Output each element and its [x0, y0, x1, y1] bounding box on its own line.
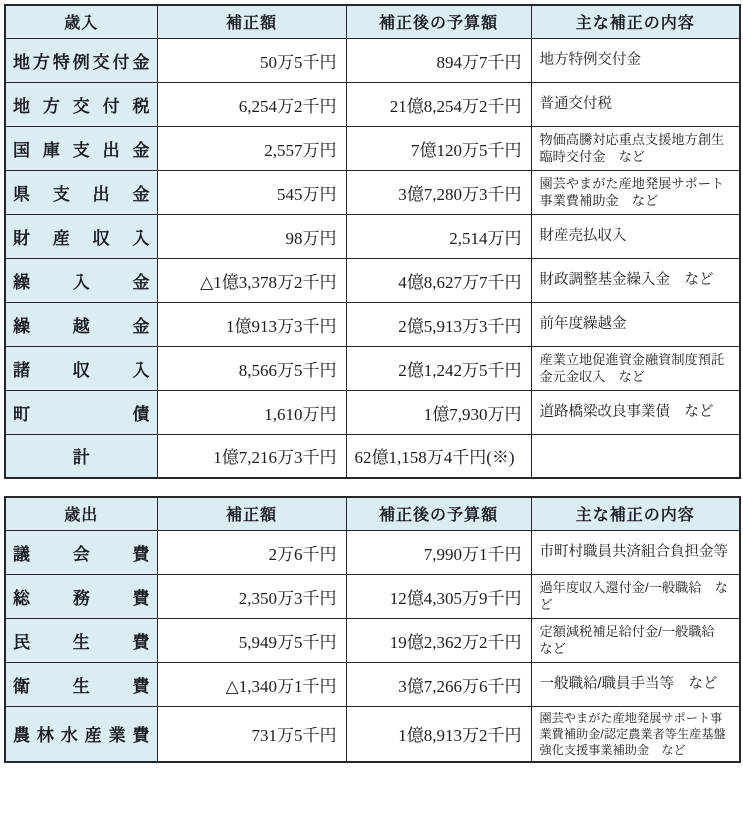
- expenditure-table-header: [5, 497, 740, 530]
- revision-details-cell: 財政調整基金繰入金 など: [531, 258, 740, 302]
- post-revision-budget-cell: 4億8,627万7千円: [346, 258, 531, 302]
- revision-amount-cell: 545万円: [157, 170, 346, 214]
- post-revision-budget-cell: 894万7千円: [346, 38, 531, 82]
- table-row: [5, 662, 740, 706]
- table-row: [5, 530, 740, 574]
- header-row: [5, 5, 740, 38]
- revision-amount-cell: △1,340万1千円: [157, 662, 346, 706]
- revision-details-cell: 物価高騰対応重点支援地方創生臨時交付金 など: [531, 126, 740, 170]
- revision-amount-cell: 98万円: [157, 214, 346, 258]
- revision-details-cell: 園芸やまがた産地発展サポート事業費補助金 など: [531, 170, 740, 214]
- post-revision-budget-cell: 2,514万円: [346, 214, 531, 258]
- total-label-cell: 計: [5, 434, 157, 478]
- category-label: 議 会 費: [13, 544, 150, 564]
- header-row: [5, 497, 740, 530]
- header-revenue-category: 歳入: [5, 5, 157, 38]
- revision-amount-cell: 2,350万3千円: [157, 574, 346, 618]
- category-label: 地 方 交 付 税: [13, 96, 150, 116]
- table-row: [5, 574, 740, 618]
- revision-amount-cell: 50万5千円: [157, 38, 346, 82]
- category-label: 繰 越 金: [13, 316, 150, 336]
- post-revision-budget-cell: 12億4,305万9千円: [346, 574, 531, 618]
- revision-amount-cell: 8,566万5千円: [157, 346, 346, 390]
- post-revision-budget-cell: 7億120万5千円: [346, 126, 531, 170]
- table-row: [5, 38, 740, 82]
- header-revision-amount: 補正額: [157, 497, 346, 530]
- category-label: 繰 入 金: [13, 272, 150, 292]
- category-label-cell: [5, 706, 157, 762]
- revenue-table-header: [5, 5, 740, 38]
- category-label: 国 庫 支 出 金: [13, 140, 150, 160]
- category-label-cell: [5, 170, 157, 214]
- revision-details-cell: 市町村職員共済組合負担金等: [531, 530, 740, 574]
- category-label-cell: [5, 82, 157, 126]
- total-row: [5, 434, 740, 478]
- category-label-cell: [5, 258, 157, 302]
- table-row: [5, 302, 740, 346]
- revision-details-cell: 普通交付税: [531, 82, 740, 126]
- revision-amount-cell: △1億3,378万2千円: [157, 258, 346, 302]
- header-expenditure-category: 歳出: [5, 497, 157, 530]
- header-revision-details: 主な補正の内容: [531, 5, 740, 38]
- table-row: [5, 390, 740, 434]
- revision-details-cell: 財産売払収入: [531, 214, 740, 258]
- revision-amount-cell: 2,557万円: [157, 126, 346, 170]
- revision-details-cell: 定額減税補足給付金/一般職給 など: [531, 618, 740, 662]
- category-label-cell: [5, 530, 157, 574]
- category-label-cell: [5, 302, 157, 346]
- revision-details-cell: 産業立地促進資金融資制度預託金元金収入 など: [531, 346, 740, 390]
- post-revision-budget-cell: 1億8,913万2千円: [346, 706, 531, 762]
- expenditure-table-body: [5, 530, 740, 762]
- revision-details-cell: [531, 434, 740, 478]
- header-post-revision-budget: 補正後の予算額: [346, 497, 531, 530]
- post-revision-budget-cell: 3億7,280万3千円: [346, 170, 531, 214]
- post-revision-budget-cell: 2億1,242万5千円: [346, 346, 531, 390]
- table-row: [5, 258, 740, 302]
- table-row: [5, 346, 740, 390]
- category-label-cell: [5, 214, 157, 258]
- revision-amount-cell: 731万5千円: [157, 706, 346, 762]
- revision-amount-cell: 1億913万3千円: [157, 302, 346, 346]
- expenditure-table: [4, 496, 741, 763]
- table-row: [5, 126, 740, 170]
- post-revision-budget-cell: 7,990万1千円: [346, 530, 531, 574]
- revision-details-cell: 園芸やまがた産地発展サポート事業費補助金/認定農業者等生産基盤強化支援事業補助金 など: [531, 706, 740, 762]
- revision-details-cell: 道路橋梁改良事業債 など: [531, 390, 740, 434]
- post-revision-budget-cell: 2億5,913万3千円: [346, 302, 531, 346]
- header-post-revision-budget: 補正後の予算額: [346, 5, 531, 38]
- category-label: 町 債: [13, 404, 150, 424]
- category-label: 財 産 収 入: [13, 228, 150, 248]
- table-row: [5, 214, 740, 258]
- post-revision-budget-cell: 19億2,362万2千円: [346, 618, 531, 662]
- revision-amount-cell: 1,610万円: [157, 390, 346, 434]
- category-label-cell: [5, 38, 157, 82]
- revision-details-cell: 地方特例交付金: [531, 38, 740, 82]
- revision-details-cell: 前年度繰越金: [531, 302, 740, 346]
- revision-amount-cell: 1億7,216万3千円: [157, 434, 346, 478]
- category-label-cell: [5, 346, 157, 390]
- post-revision-budget-cell: 21億8,254万2千円: [346, 82, 531, 126]
- table-row: [5, 706, 740, 762]
- category-label-cell: [5, 126, 157, 170]
- category-label-cell: [5, 390, 157, 434]
- category-label-cell: [5, 662, 157, 706]
- revenue-table-body: [5, 38, 740, 478]
- header-revision-amount: 補正額: [157, 5, 346, 38]
- revision-amount-cell: 5,949万5千円: [157, 618, 346, 662]
- revision-details-cell: 過年度収入還付金/一般職給 など: [531, 574, 740, 618]
- category-label-cell: [5, 618, 157, 662]
- category-label: 総 務 費: [13, 588, 150, 608]
- category-label: 農 林 水 産 業 費: [13, 726, 150, 746]
- category-label: 民 生 費: [13, 632, 150, 652]
- revision-amount-cell: 2万6千円: [157, 530, 346, 574]
- category-label-cell: [5, 574, 157, 618]
- post-revision-budget-cell: 1億7,930万円: [346, 390, 531, 434]
- post-revision-budget-cell: 62億1,158万4千円(※): [346, 434, 531, 478]
- revision-details-cell: 一般職給/職員手当等 など: [531, 662, 740, 706]
- revision-amount-cell: 6,254万2千円: [157, 82, 346, 126]
- table-row: [5, 618, 740, 662]
- table-row: [5, 82, 740, 126]
- category-label: 県 支 出 金: [13, 184, 150, 204]
- category-label: 地 方 特 例 交 付 金: [13, 52, 150, 72]
- category-label: 諸 収 入: [13, 360, 150, 380]
- post-revision-budget-cell: 3億7,266万6千円: [346, 662, 531, 706]
- table-row: [5, 170, 740, 214]
- header-revision-details: 主な補正の内容: [531, 497, 740, 530]
- revenue-table: [4, 4, 741, 479]
- category-label: 衛 生 費: [13, 676, 150, 696]
